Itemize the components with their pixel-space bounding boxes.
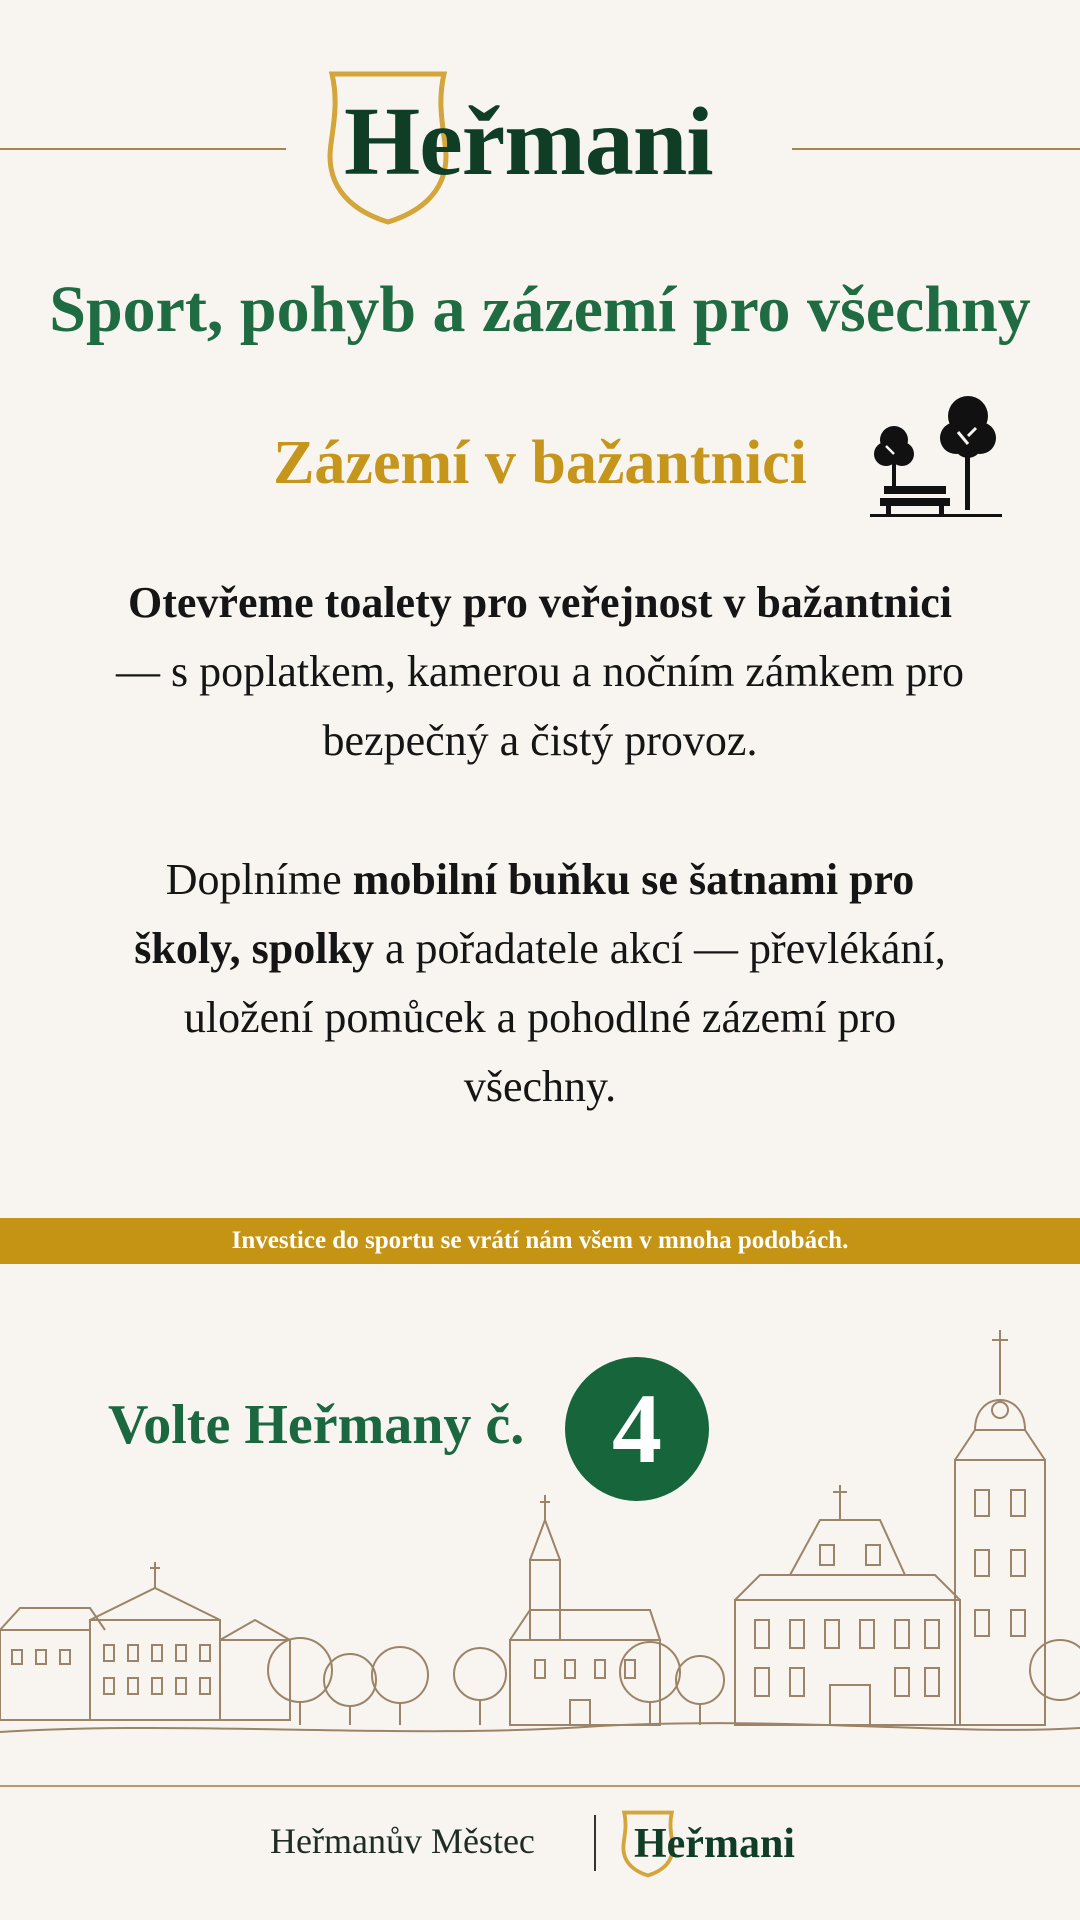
candidate-number-badge: 4 bbox=[565, 1357, 709, 1501]
footer-divider bbox=[0, 1785, 1080, 1787]
footer-logo bbox=[618, 1810, 808, 1880]
vote-label: Volte Heřmany č. bbox=[108, 1394, 525, 1456]
logo bbox=[318, 68, 758, 228]
footer-separator bbox=[594, 1815, 596, 1871]
paragraph-toilets-rest: — s poplatkem, kamerou a nočním zámkem pro bezpečný a čistý provoz. bbox=[116, 647, 964, 765]
park-bench-trees-icon bbox=[866, 388, 1006, 528]
logo-text: Heřmani bbox=[344, 88, 713, 196]
section-subtitle: Zázemí v bažantnici bbox=[273, 429, 807, 497]
paragraph-toilets-bold: Otevřeme toalety pro veřejnost v bažantnici bbox=[128, 578, 952, 627]
header-line-right bbox=[792, 148, 1080, 150]
footer-town-name: Heřmanův Městec bbox=[270, 1821, 535, 1861]
townscape-illustration bbox=[0, 1270, 1080, 1770]
paragraph-mobile-unit-rest: a pořadatele akcí — převlékání, uložení pomůcek a pohodlné zázemí pro všechny. bbox=[183, 924, 946, 1111]
header-line-left bbox=[0, 148, 286, 150]
paragraph-mobile-unit bbox=[110, 845, 970, 1121]
slogan-band: Investice do sportu se vrátí nám všem v mnoha podobách. bbox=[0, 1218, 1080, 1264]
paragraph-mobile-unit-start: Doplníme bbox=[165, 855, 353, 904]
paragraph-toilets bbox=[40, 568, 1040, 775]
footer-logo-text: Heřmani bbox=[634, 1821, 795, 1867]
page-title: Sport, pohyb a zázemí pro všechny bbox=[49, 273, 1031, 346]
paragraph-mobile-unit-bold: mobilní buňku se šatnami pro školy, spolky bbox=[134, 855, 915, 973]
